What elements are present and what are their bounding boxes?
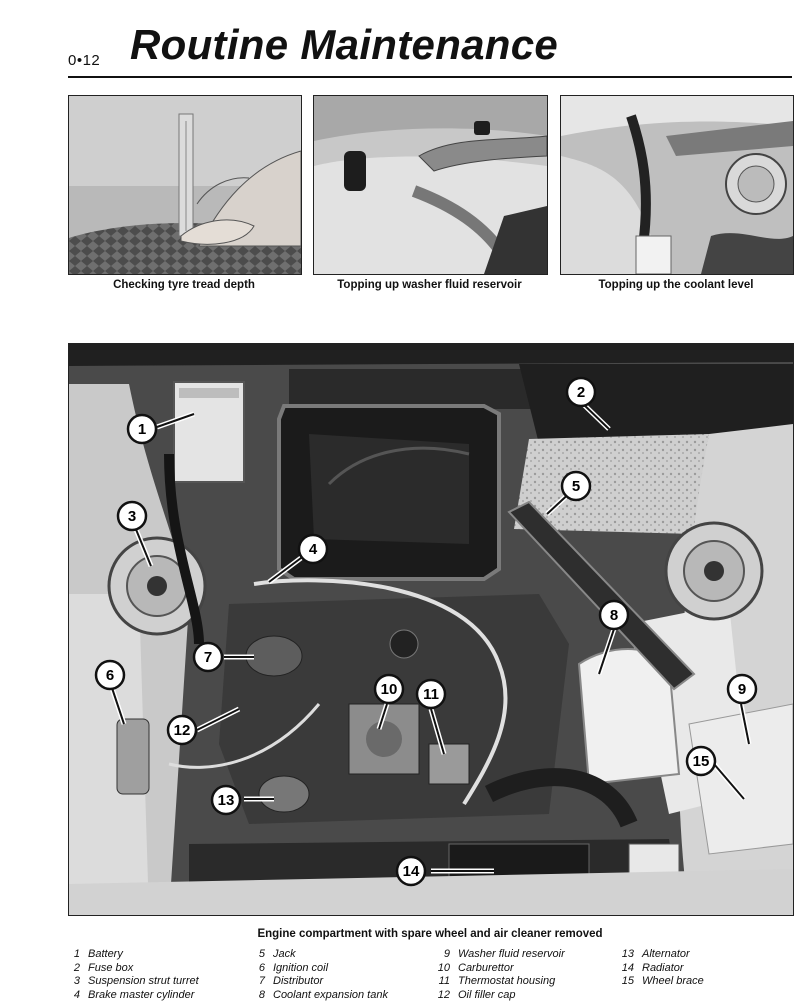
legend-number: 4 bbox=[73, 988, 80, 1001]
svg-text:7: 7 bbox=[203, 649, 213, 666]
callout-9 bbox=[728, 675, 756, 703]
legend-label: Alternator bbox=[642, 948, 690, 960]
legend-number: 11 bbox=[438, 975, 450, 988]
legend-number: 14 bbox=[621, 961, 634, 974]
legend-label: Washer fluid reservoir bbox=[458, 948, 565, 960]
page-title: Routine Maintenance bbox=[130, 21, 559, 68]
main-figure-caption: Engine compartment with spare wheel and air cleaner removed bbox=[257, 928, 603, 940]
tyre-tread-photo bbox=[68, 95, 302, 275]
legend-number: 8 bbox=[258, 988, 265, 1001]
callout-8 bbox=[600, 601, 628, 629]
legend-number: 13 bbox=[621, 948, 634, 960]
svg-text:14: 14 bbox=[402, 863, 420, 880]
legend-label: Oil filler cap bbox=[458, 988, 516, 1001]
legend-number: 7 bbox=[258, 975, 265, 988]
legend-item bbox=[614, 948, 704, 962]
legend-item bbox=[68, 962, 199, 976]
legend-label: Radiator bbox=[642, 961, 684, 974]
legend-number: 9 bbox=[443, 948, 450, 960]
legend-label: Fuse box bbox=[88, 961, 134, 974]
svg-text:13: 13 bbox=[217, 792, 235, 809]
callout-13 bbox=[212, 786, 240, 814]
legend-item bbox=[430, 962, 565, 976]
callout-15 bbox=[687, 747, 715, 775]
svg-text:6: 6 bbox=[105, 667, 115, 684]
legend-item bbox=[253, 948, 388, 962]
svg-text:15: 15 bbox=[692, 753, 710, 770]
legend-item bbox=[430, 989, 565, 1003]
svg-text:1: 1 bbox=[137, 421, 147, 438]
legend-label: Carburettor bbox=[458, 961, 514, 974]
callout-5 bbox=[562, 472, 590, 500]
callout-1 bbox=[128, 415, 156, 443]
callout-2 bbox=[567, 378, 595, 406]
legend-label: Brake master cylinder bbox=[88, 988, 195, 1001]
title-rule bbox=[68, 76, 792, 78]
legend-column-4 bbox=[614, 948, 704, 989]
legend-column-2 bbox=[253, 948, 388, 1002]
legend-item bbox=[614, 962, 704, 976]
svg-text:4: 4 bbox=[308, 541, 318, 558]
legend-label: Coolant expansion tank bbox=[273, 988, 388, 1001]
legend-item bbox=[253, 989, 388, 1003]
svg-text:3: 3 bbox=[127, 508, 137, 525]
legend-item bbox=[430, 948, 565, 962]
svg-text:2: 2 bbox=[576, 384, 586, 401]
washer-fluid-photo bbox=[313, 95, 548, 275]
callout-12 bbox=[168, 716, 196, 744]
callout-7 bbox=[194, 643, 222, 671]
legend-column-3 bbox=[430, 948, 565, 1002]
svg-text:8: 8 bbox=[609, 607, 619, 624]
legend-number: 10 bbox=[437, 961, 450, 974]
callout-10 bbox=[375, 675, 403, 703]
callout-3 bbox=[118, 502, 146, 530]
legend-item bbox=[253, 962, 388, 976]
legend-item bbox=[430, 975, 565, 989]
svg-text:9: 9 bbox=[737, 681, 747, 698]
callout-14 bbox=[397, 857, 425, 885]
svg-text:12: 12 bbox=[173, 722, 191, 739]
legend-number: 1 bbox=[73, 948, 80, 960]
legend-label: Suspension strut turret bbox=[88, 975, 199, 988]
legend-label: Battery bbox=[88, 948, 123, 960]
legend-label: Wheel brace bbox=[642, 975, 704, 988]
svg-text:5: 5 bbox=[571, 478, 581, 495]
legend-item bbox=[253, 975, 388, 989]
legend-item bbox=[614, 975, 704, 989]
legend-label: Thermostat housing bbox=[458, 975, 556, 988]
legend-label: Distributor bbox=[273, 975, 324, 988]
legend-number: 5 bbox=[258, 948, 265, 960]
legend-number: 3 bbox=[73, 975, 80, 988]
svg-text:11: 11 bbox=[423, 686, 439, 703]
svg-text:10: 10 bbox=[380, 681, 398, 698]
washer-fluid-caption: Topping up washer fluid reservoir bbox=[337, 279, 522, 291]
callout-11 bbox=[417, 680, 445, 708]
callout-6 bbox=[96, 661, 124, 689]
legend-number: 15 bbox=[621, 975, 634, 988]
coolant-caption: Topping up the coolant level bbox=[598, 279, 754, 291]
tyre-tread-caption: Checking tyre tread depth bbox=[113, 279, 255, 291]
legend-number: 6 bbox=[258, 961, 265, 974]
legend-label: Ignition coil bbox=[273, 961, 329, 974]
legend-label: Jack bbox=[273, 948, 296, 960]
legend-item bbox=[68, 975, 199, 989]
legend-column-1 bbox=[68, 948, 199, 1002]
legend-number: 12 bbox=[437, 988, 450, 1001]
page-number: 0•12 bbox=[68, 52, 101, 69]
coolant-photo bbox=[560, 95, 794, 275]
engine-compartment-photo bbox=[68, 343, 794, 916]
callout-4 bbox=[299, 535, 327, 563]
legend-number: 2 bbox=[73, 961, 80, 974]
legend-item bbox=[68, 948, 199, 962]
legend-item bbox=[68, 989, 199, 1003]
